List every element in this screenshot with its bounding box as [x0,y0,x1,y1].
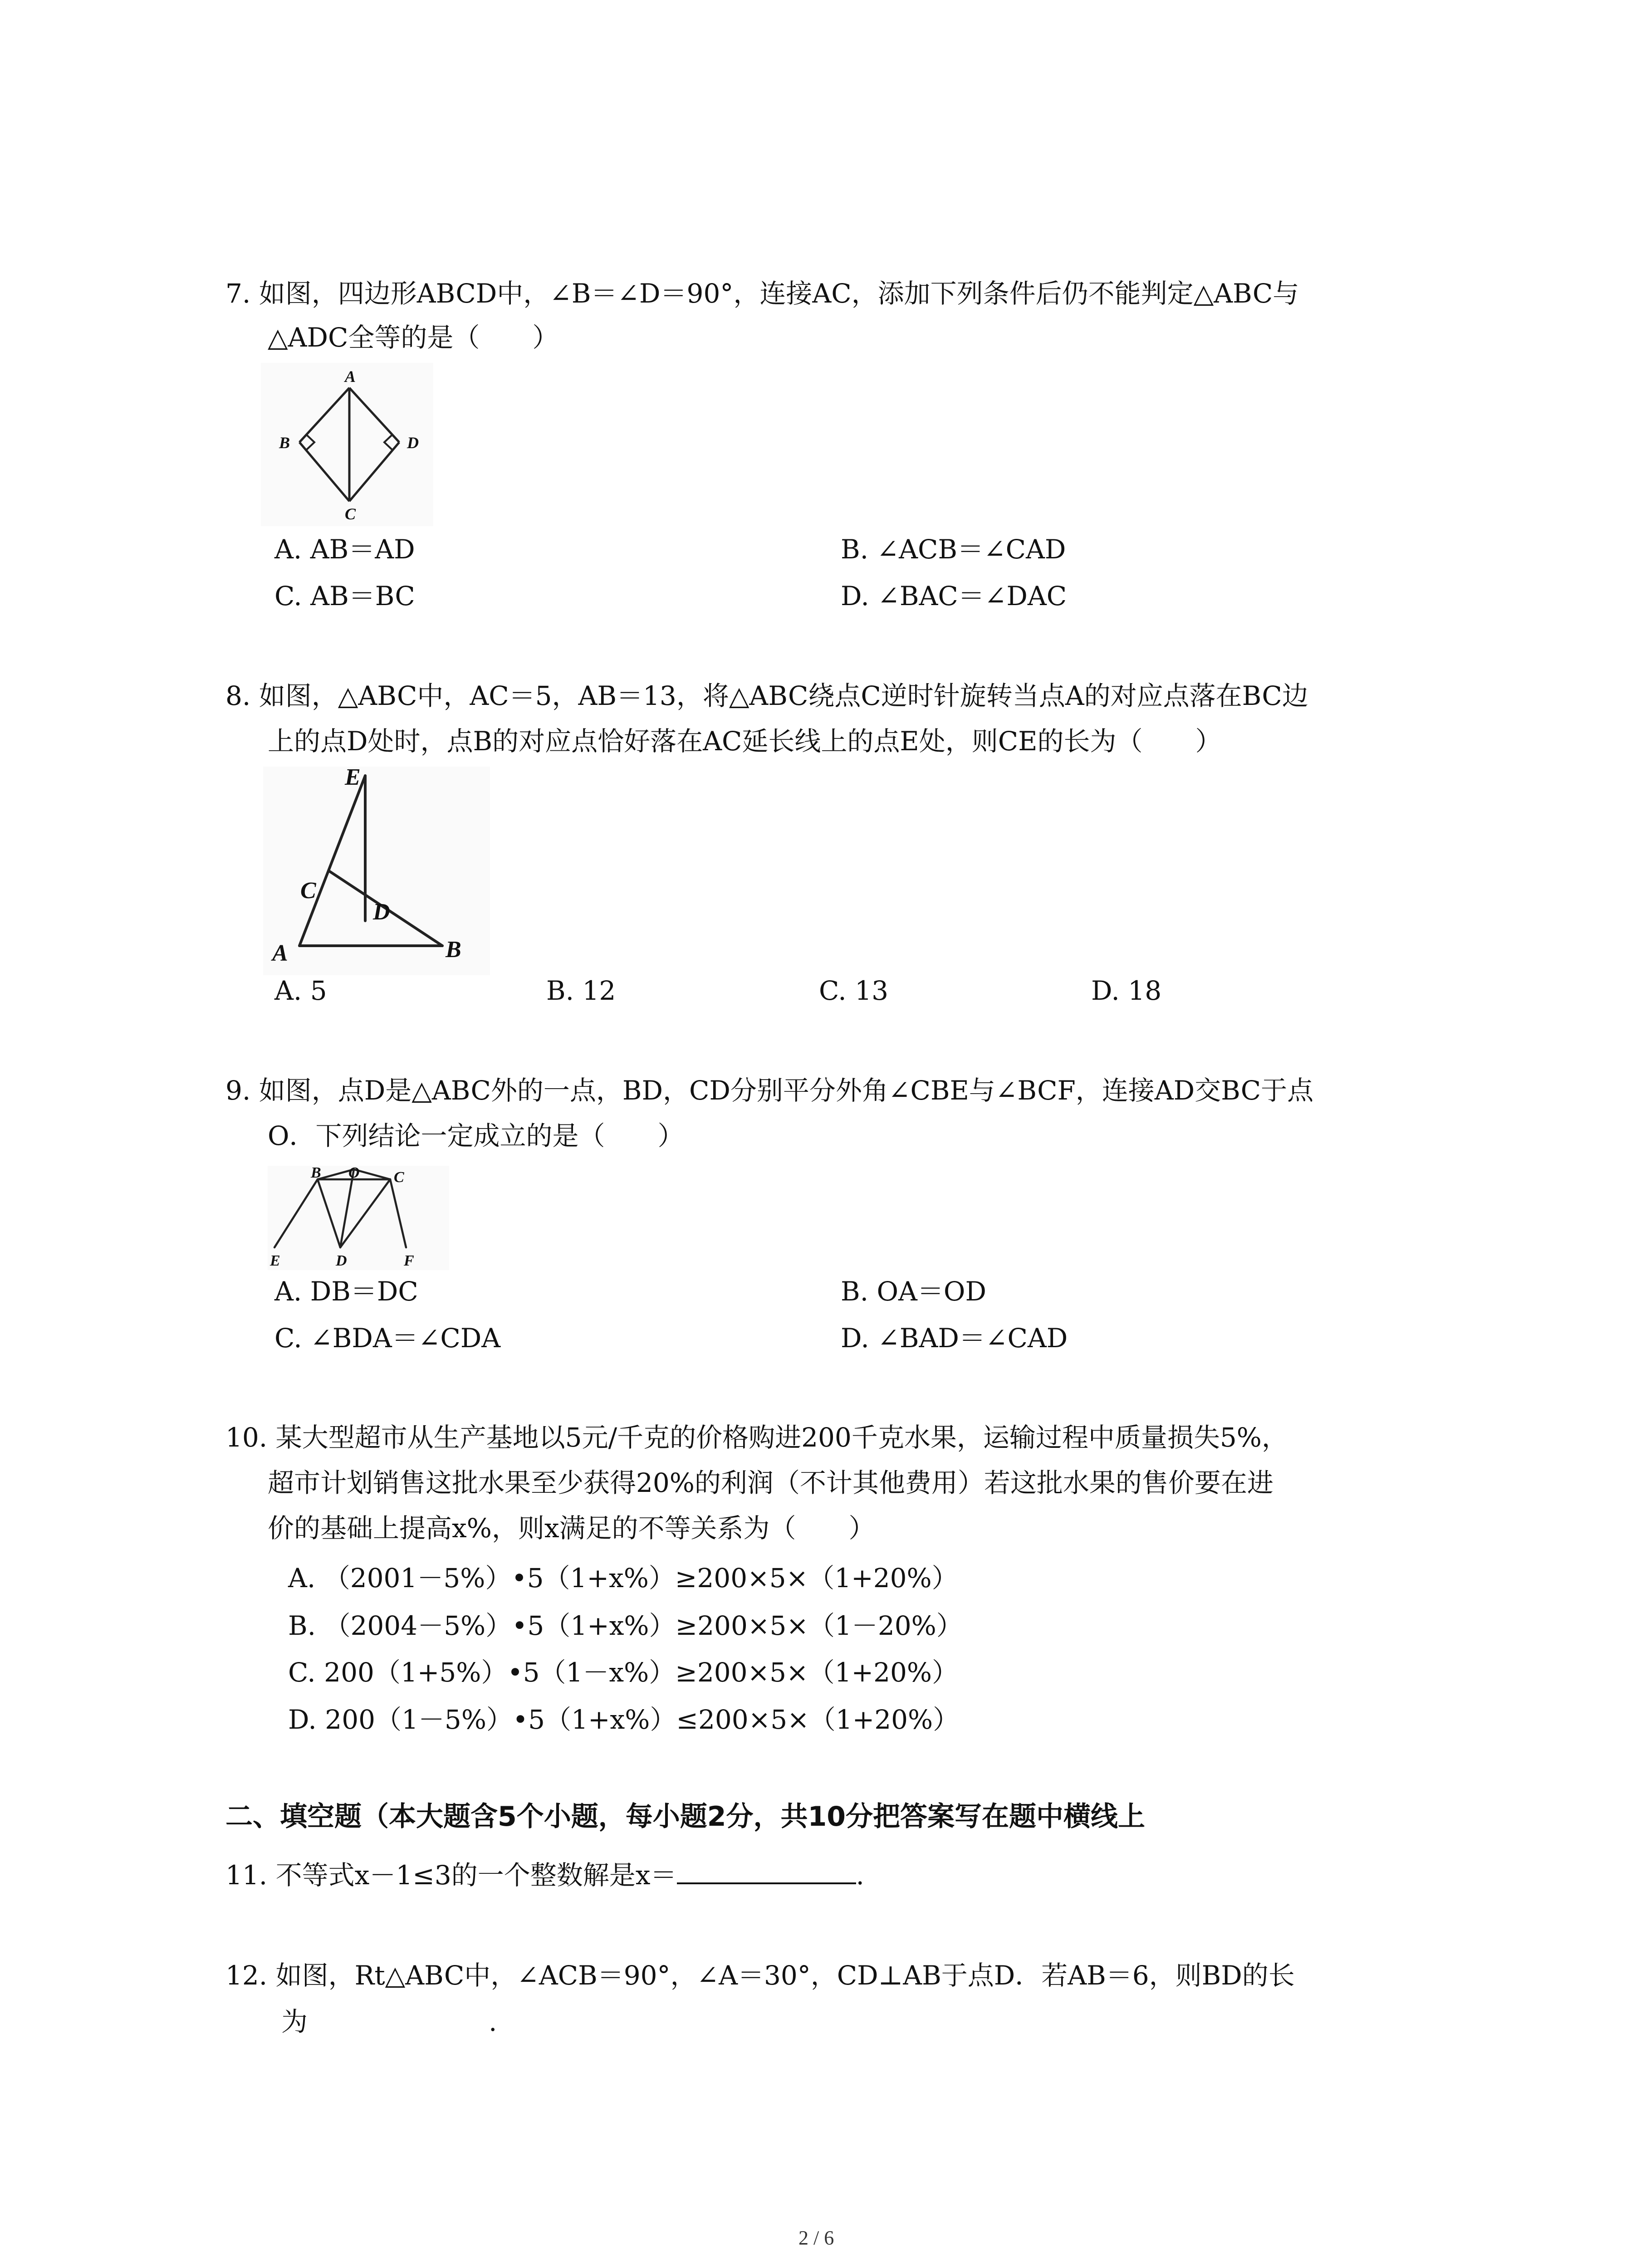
q9-label-f: F [404,1252,414,1269]
q8-figure [263,767,490,975]
q7-option-a: A. AB＝AD [274,534,415,565]
q8-line2: 上的点D处时，点B的对应点恰好落在AC延长线上的点E处，则CE的长为（ ） [268,726,1222,757]
q12-line2: 为 [281,2006,308,2037]
q7-option-b: B. ∠ACB＝∠CAD [841,534,1066,565]
q9-label-o: O [348,1166,360,1181]
page-number: 2 / 6 [798,2227,834,2249]
q10-option-d: D. 200（1－5%）•5（1+x%）≤200×5×（1+20%） [288,1704,960,1735]
q7-option-d: D. ∠BAC＝∠DAC [841,581,1067,611]
q12-line1: 12. 如图，Rt△ABC中，∠ACB＝90°，∠A＝30°，CD⊥AB于点D．若AB＝6，则BD的长 [225,1960,1295,1991]
section2-header: 二、填空题（本大题含5个小题，每小题2分，共10分把答案写在题中横线上 [225,1801,1145,1833]
q8-label-d: D [373,899,390,925]
q9-option-c: C. ∠BDA＝∠CDA [274,1323,501,1354]
q9-option-b: B. OA＝OD [841,1276,986,1307]
q9-figure [268,1166,449,1270]
q8-line1: 8. 如图，△ABC中，AC＝5，AB＝13，将△ABC绕点C逆时针旋转当点A的对应点落在BC边 [225,680,1308,711]
q9-option-d: D. ∠BAD＝∠CAD [841,1323,1068,1354]
q8-option-a: A. 5 [274,975,327,1006]
q8-label-e: E [345,767,361,790]
q9-label-e: E [270,1252,280,1269]
q9-label-b: B [311,1166,321,1181]
q8-label-b: B [446,937,461,963]
q7-line2: △ADC全等的是（ ） [268,322,559,353]
q9-label-c: C [394,1169,404,1186]
q7-figure [261,363,433,526]
q9-option-a: A. DB＝DC [274,1276,418,1307]
q11-answer-blank[interactable] [677,1859,856,1884]
q10-line1: 10. 某大型超市从生产基地以5元/千克的价格购进200千克水果，运输过程中质量损失5%， [225,1422,1288,1453]
q11-end: . [856,1860,864,1891]
q11-line [225,1859,864,1891]
q9-line2: O．下列结论一定成立的是（ ） [268,1120,684,1151]
q11-text: 11. 不等式x－1≤3的一个整数解是x＝ [225,1860,677,1891]
q8-option-d: D. 18 [1091,975,1162,1006]
q7-line1: 7. 如图，四边形ABCD中，∠B＝∠D＝90°，连接AC，添加下列条件后仍不能判定△ABC与 [225,278,1299,309]
q12-end: . [489,2006,497,2037]
q7-label-b: B [279,434,290,452]
q10-option-a: A. （2001－5%）•5（1+x%）≥200×5×（1+20%） [288,1563,958,1593]
q10-line3: 价的基础上提高x%，则x满足的不等关系为（ ） [268,1513,875,1544]
q8-option-c: C. 13 [819,975,888,1006]
q10-option-b: B. （2004－5%）•5（1+x%）≥200×5×（1－20%） [288,1610,963,1641]
q10-line2: 超市计划销售这批水果至少获得20%的利润（不计其他费用）若这批水果的售价要在进 [268,1467,1274,1498]
q7-option-c: C. AB＝BC [274,581,415,611]
q7-label-a: A [345,367,356,386]
q9-label-d: D [336,1252,347,1269]
q10-option-c: C. 200（1+5%）•5（1－x%）≥200×5×（1+20%） [288,1657,959,1688]
q7-label-d: D [407,434,419,452]
q8-option-b: B. 12 [546,975,616,1006]
q9-line1: 9. 如图，点D是△ABC外的一点，BD，CD分别平分外角∠CBE与∠BCF，连接AD交BC于点 [225,1075,1314,1106]
q8-label-a: A [272,940,288,966]
q7-label-c: C [345,505,356,523]
q8-label-c: C [300,878,316,904]
